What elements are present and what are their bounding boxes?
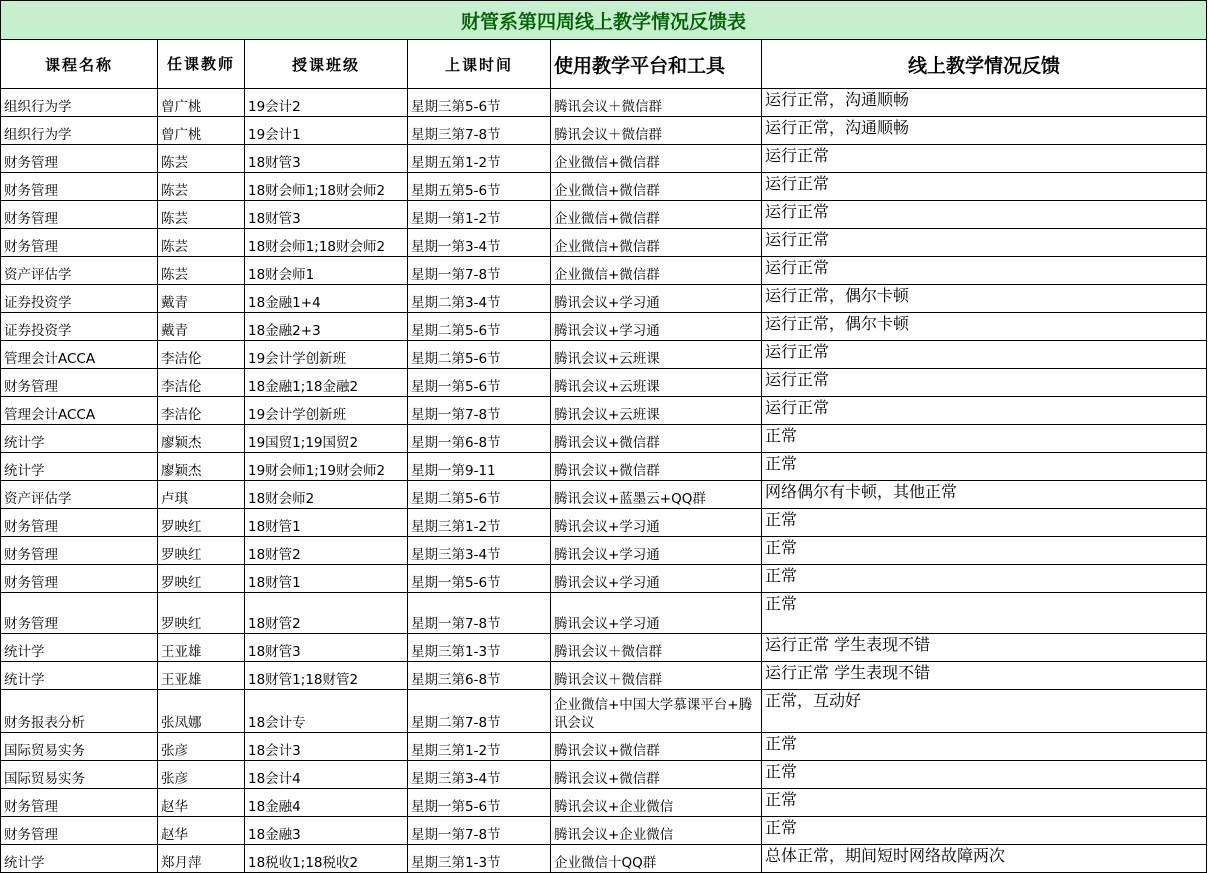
cell-time: 星期三第3-4节 — [408, 761, 551, 789]
cell-platform: 腾讯会议+学习通 — [551, 509, 762, 537]
cell-platform: 企业微信+微信群 — [551, 257, 762, 285]
cell-course: 财务管理 — [1, 537, 158, 565]
cell-feedback: 运行正常 — [762, 201, 1207, 229]
cell-class: 19会计学创新班 — [245, 397, 408, 425]
cell-course: 财务管理 — [1, 817, 158, 845]
table-row — [1, 117, 1207, 145]
table-row — [1, 509, 1207, 537]
cell-feedback: 正常，互动好 — [762, 690, 1207, 733]
cell-feedback: 正常 — [762, 509, 1207, 537]
cell-platform: 腾讯会议+微信群 — [551, 761, 762, 789]
cell-class: 19会计1 — [245, 117, 408, 145]
cell-time: 星期二第7-8节 — [408, 690, 551, 733]
cell-time: 星期一第9-11 — [408, 453, 551, 481]
cell-teacher: 陈芸 — [158, 145, 245, 173]
cell-feedback: 正常 — [762, 565, 1207, 593]
cell-class: 18财管1 — [245, 509, 408, 537]
cell-class: 18财会师1;18财会师2 — [245, 229, 408, 257]
cell-class: 18财管2 — [245, 593, 408, 634]
cell-feedback: 正常 — [762, 425, 1207, 453]
cell-class: 18金融1+4 — [245, 285, 408, 313]
cell-time: 星期三第5-6节 — [408, 89, 551, 117]
cell-platform: 腾讯会议+蓝墨云+QQ群 — [551, 481, 762, 509]
cell-class: 18金融1;18金融2 — [245, 369, 408, 397]
cell-class: 18金融4 — [245, 789, 408, 817]
cell-class: 18财会师1;18财会师2 — [245, 173, 408, 201]
cell-course: 财务管理 — [1, 173, 158, 201]
cell-platform: 企业微信十QQ群 — [551, 845, 762, 873]
cell-platform: 腾讯会议+学习通 — [551, 285, 762, 313]
cell-teacher: 张彦 — [158, 733, 245, 761]
table-row — [1, 89, 1207, 117]
cell-feedback: 运行正常 — [762, 145, 1207, 173]
cell-time: 星期三第1-3节 — [408, 634, 551, 662]
table-row — [1, 634, 1207, 662]
cell-class: 19财会师1;19财会师2 — [245, 453, 408, 481]
cell-time: 星期二第3-4节 — [408, 285, 551, 313]
table-row — [1, 201, 1207, 229]
cell-platform: 企业微信+微信群 — [551, 201, 762, 229]
cell-feedback: 正常 — [762, 817, 1207, 845]
cell-feedback: 正常 — [762, 789, 1207, 817]
cell-teacher: 赵华 — [158, 817, 245, 845]
cell-course: 国际贸易实务 — [1, 733, 158, 761]
cell-platform: 腾讯会议+微信群 — [551, 425, 762, 453]
cell-feedback: 运行正常 — [762, 369, 1207, 397]
cell-teacher: 廖颖杰 — [158, 453, 245, 481]
cell-class: 19会计2 — [245, 89, 408, 117]
header-teacher: 任课教师 — [158, 40, 245, 89]
cell-time: 星期三第1-3节 — [408, 845, 551, 873]
cell-feedback: 正常 — [762, 537, 1207, 565]
table-row — [1, 593, 1207, 634]
table-row — [1, 341, 1207, 369]
header-class: 授课班级 — [245, 40, 408, 89]
cell-feedback: 正常 — [762, 761, 1207, 789]
cell-course: 管理会计ACCA — [1, 341, 158, 369]
cell-platform: 腾讯会议＋微信群 — [551, 662, 762, 690]
table-row — [1, 173, 1207, 201]
cell-class: 18会计专 — [245, 690, 408, 733]
cell-teacher: 王亚雄 — [158, 662, 245, 690]
cell-platform: 腾讯会议+学习通 — [551, 593, 762, 634]
table-row — [1, 662, 1207, 690]
table-row — [1, 229, 1207, 257]
table-row — [1, 425, 1207, 453]
cell-teacher: 陈芸 — [158, 257, 245, 285]
cell-platform: 腾讯会议＋微信群 — [551, 634, 762, 662]
cell-platform: 腾讯会议+企业微信 — [551, 817, 762, 845]
cell-time: 星期三第1-2节 — [408, 733, 551, 761]
cell-class: 18财管2 — [245, 537, 408, 565]
table-row — [1, 313, 1207, 341]
cell-feedback: 运行正常 学生表现不错 — [762, 634, 1207, 662]
cell-time: 星期三第6-8节 — [408, 662, 551, 690]
cell-teacher: 卢琪 — [158, 481, 245, 509]
cell-platform: 企业微信+微信群 — [551, 173, 762, 201]
cell-teacher: 陈芸 — [158, 173, 245, 201]
cell-course: 财务管理 — [1, 229, 158, 257]
cell-time: 星期三第3-4节 — [408, 537, 551, 565]
table-row — [1, 285, 1207, 313]
table-row — [1, 453, 1207, 481]
table-row — [1, 397, 1207, 425]
cell-course: 国际贸易实务 — [1, 761, 158, 789]
cell-course: 组织行为学 — [1, 117, 158, 145]
cell-teacher: 张彦 — [158, 761, 245, 789]
cell-feedback: 运行正常 学生表现不错 — [762, 662, 1207, 690]
cell-teacher: 曾广桃 — [158, 117, 245, 145]
cell-teacher: 李洁伦 — [158, 341, 245, 369]
cell-platform: 企业微信+中国大学慕课平台+腾讯会议 — [551, 690, 762, 733]
cell-course: 财务报表分析 — [1, 690, 158, 733]
cell-time: 星期三第7-8节 — [408, 117, 551, 145]
table-row — [1, 537, 1207, 565]
cell-platform: 腾讯会议＋微信群 — [551, 89, 762, 117]
cell-course: 管理会计ACCA — [1, 397, 158, 425]
header-time: 上课时间 — [408, 40, 551, 89]
cell-time: 星期一第7-8节 — [408, 817, 551, 845]
cell-feedback: 运行正常 — [762, 397, 1207, 425]
cell-class: 18财管3 — [245, 201, 408, 229]
cell-time: 星期一第6-8节 — [408, 425, 551, 453]
cell-feedback: 运行正常，偶尔卡顿 — [762, 313, 1207, 341]
table-row — [1, 481, 1207, 509]
table-row — [1, 565, 1207, 593]
cell-teacher: 赵华 — [158, 789, 245, 817]
cell-teacher: 曾广桃 — [158, 89, 245, 117]
cell-platform: 腾讯会议+学习通 — [551, 313, 762, 341]
cell-class: 18财管1;18财管2 — [245, 662, 408, 690]
cell-course: 统计学 — [1, 662, 158, 690]
cell-time: 星期二第5-6节 — [408, 341, 551, 369]
cell-course: 资产评估学 — [1, 257, 158, 285]
cell-time: 星期一第5-6节 — [408, 789, 551, 817]
cell-time: 星期一第1-2节 — [408, 201, 551, 229]
table-row — [1, 733, 1207, 761]
cell-platform: 腾讯会议+企业微信 — [551, 789, 762, 817]
cell-time: 星期五第1-2节 — [408, 145, 551, 173]
cell-class: 18财会师2 — [245, 481, 408, 509]
cell-course: 统计学 — [1, 425, 158, 453]
cell-teacher: 李洁伦 — [158, 369, 245, 397]
cell-platform: 腾讯会议＋微信群 — [551, 117, 762, 145]
cell-feedback: 运行正常 — [762, 229, 1207, 257]
cell-course: 财务管理 — [1, 145, 158, 173]
cell-time: 星期二第5-6节 — [408, 313, 551, 341]
cell-feedback: 运行正常 — [762, 257, 1207, 285]
table-row — [1, 789, 1207, 817]
cell-teacher: 陈芸 — [158, 201, 245, 229]
cell-course: 统计学 — [1, 453, 158, 481]
cell-course: 证券投资学 — [1, 285, 158, 313]
header-platform: 使用教学平台和工具 — [551, 40, 762, 89]
cell-course: 统计学 — [1, 845, 158, 873]
cell-teacher: 李洁伦 — [158, 397, 245, 425]
cell-class: 18财会师1 — [245, 257, 408, 285]
table-row — [1, 369, 1207, 397]
cell-class: 18金融2+3 — [245, 313, 408, 341]
cell-course: 财务管理 — [1, 509, 158, 537]
cell-platform: 腾讯会议+云班课 — [551, 341, 762, 369]
cell-feedback: 网络偶尔有卡顿，其他正常 — [762, 481, 1207, 509]
table-row — [1, 145, 1207, 173]
cell-class: 18金融3 — [245, 817, 408, 845]
cell-class: 18财管3 — [245, 145, 408, 173]
cell-teacher: 陈芸 — [158, 229, 245, 257]
cell-platform: 腾讯会议+微信群 — [551, 453, 762, 481]
cell-feedback: 运行正常，偶尔卡顿 — [762, 285, 1207, 313]
cell-feedback: 运行正常，沟通顺畅 — [762, 117, 1207, 145]
cell-class: 19国贸1;19国贸2 — [245, 425, 408, 453]
cell-teacher: 廖颖杰 — [158, 425, 245, 453]
cell-course: 财务管理 — [1, 201, 158, 229]
cell-feedback: 正常 — [762, 453, 1207, 481]
header-course: 课程名称 — [1, 40, 158, 89]
cell-platform: 企业微信+微信群 — [551, 229, 762, 257]
cell-time: 星期一第7-8节 — [408, 397, 551, 425]
cell-course: 组织行为学 — [1, 89, 158, 117]
cell-class: 18会计4 — [245, 761, 408, 789]
cell-teacher: 张凤娜 — [158, 690, 245, 733]
cell-feedback: 运行正常 — [762, 341, 1207, 369]
cell-feedback: 正常 — [762, 733, 1207, 761]
cell-platform: 腾讯会议+微信群 — [551, 733, 762, 761]
table-row — [1, 761, 1207, 789]
cell-platform: 腾讯会议+云班课 — [551, 369, 762, 397]
cell-teacher: 罗映红 — [158, 593, 245, 634]
cell-feedback: 总体正常，期间短时网络故障两次 — [762, 845, 1207, 873]
cell-teacher: 罗映红 — [158, 509, 245, 537]
cell-platform: 腾讯会议+学习通 — [551, 565, 762, 593]
cell-class: 18财管1 — [245, 565, 408, 593]
cell-time: 星期一第7-8节 — [408, 593, 551, 634]
table-title: 财管系第四周线上教学情况反馈表 — [1, 1, 1207, 40]
cell-time: 星期一第5-6节 — [408, 369, 551, 397]
cell-feedback: 正常 — [762, 593, 1207, 634]
table-row — [1, 690, 1207, 733]
cell-course: 证券投资学 — [1, 313, 158, 341]
cell-class: 18财管3 — [245, 634, 408, 662]
cell-course: 统计学 — [1, 634, 158, 662]
cell-time: 星期一第7-8节 — [408, 257, 551, 285]
cell-time: 星期五第5-6节 — [408, 173, 551, 201]
cell-class: 18税收1;18税收2 — [245, 845, 408, 873]
cell-time: 星期二第5-6节 — [408, 481, 551, 509]
header-feedback: 线上教学情况反馈 — [762, 40, 1207, 89]
cell-course: 财务管理 — [1, 565, 158, 593]
cell-platform: 企业微信+微信群 — [551, 145, 762, 173]
cell-feedback: 运行正常 — [762, 173, 1207, 201]
cell-platform: 腾讯会议+学习通 — [551, 537, 762, 565]
cell-teacher: 郑月萍 — [158, 845, 245, 873]
cell-course: 财务管理 — [1, 369, 158, 397]
cell-class: 19会计学创新班 — [245, 341, 408, 369]
table-row — [1, 845, 1207, 873]
cell-teacher: 戴青 — [158, 313, 245, 341]
cell-course: 财务管理 — [1, 789, 158, 817]
cell-platform: 腾讯会议+云班课 — [551, 397, 762, 425]
cell-time: 星期一第5-6节 — [408, 565, 551, 593]
cell-teacher: 罗映红 — [158, 537, 245, 565]
cell-feedback: 运行正常，沟通顺畅 — [762, 89, 1207, 117]
cell-teacher: 王亚雄 — [158, 634, 245, 662]
cell-teacher: 戴青 — [158, 285, 245, 313]
cell-time: 星期三第1-2节 — [408, 509, 551, 537]
cell-class: 18会计3 — [245, 733, 408, 761]
table-row — [1, 257, 1207, 285]
cell-time: 星期一第3-4节 — [408, 229, 551, 257]
cell-course: 财务管理 — [1, 593, 158, 634]
cell-teacher: 罗映红 — [158, 565, 245, 593]
cell-course: 资产评估学 — [1, 481, 158, 509]
